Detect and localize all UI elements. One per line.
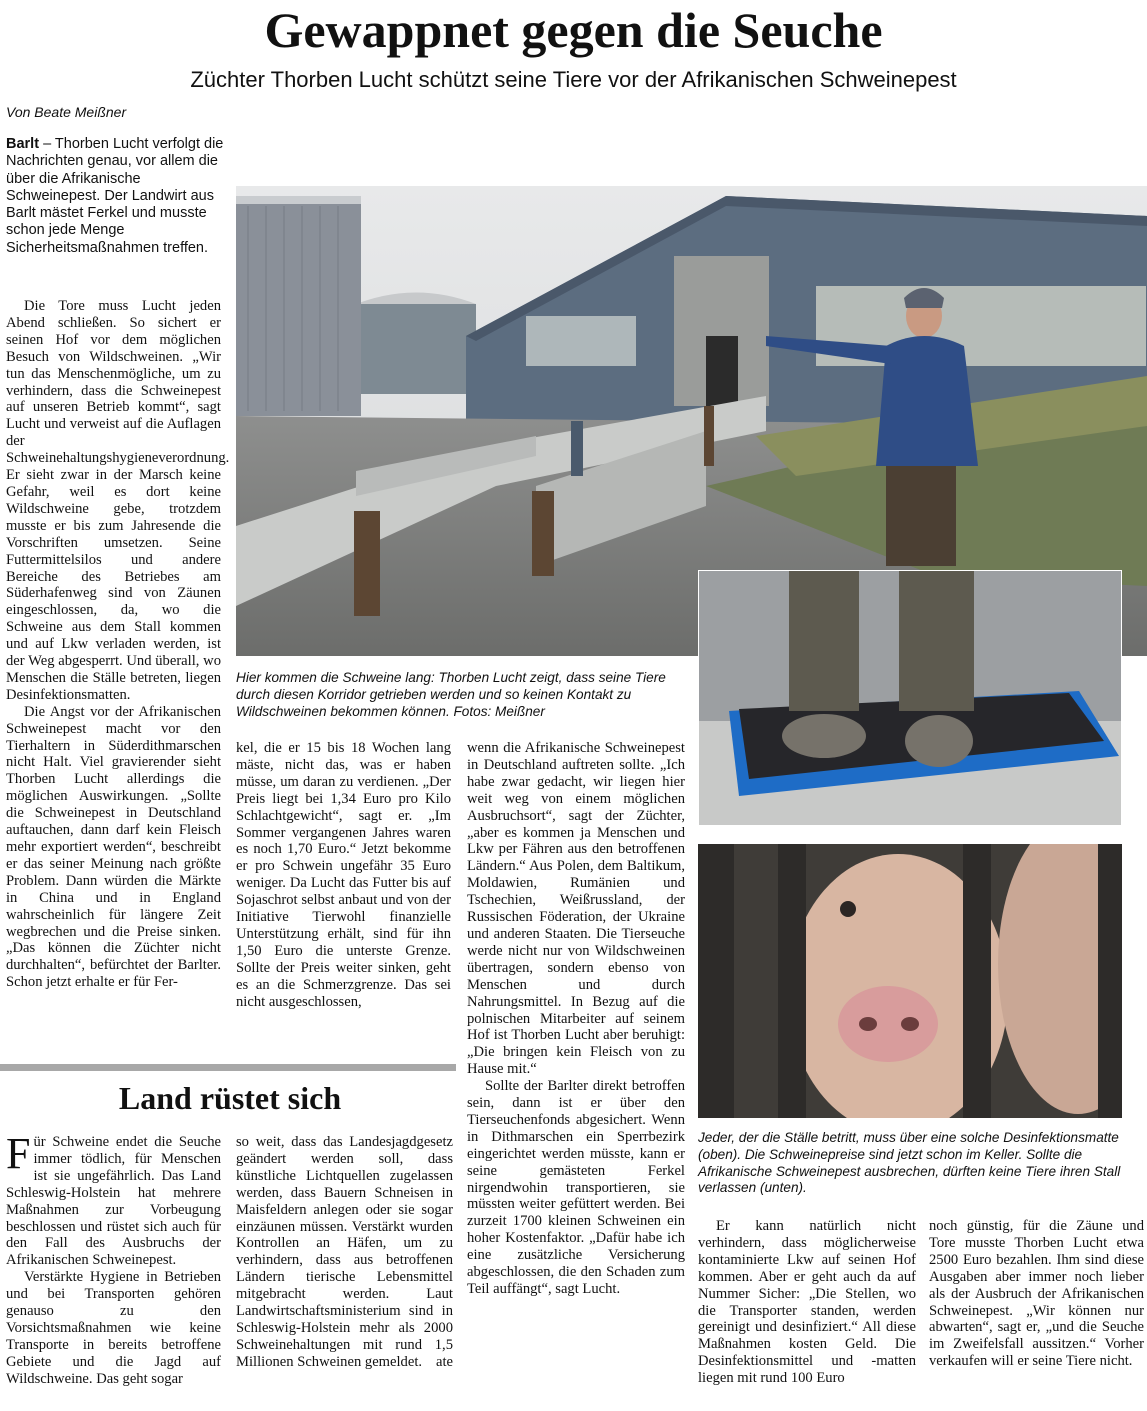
lead-text: – Thorben Lucht verfolgt die Nachrichten genau, vor allem die über die Afrikanische Schweinepest. Der Landwirt aus Barlt mästet Ferkel und musste schon jede Menge Sicherheitsmaßnahmen treffen. (6, 136, 224, 256)
col2-paragraph-1: kel, die er 15 bis 18 Wochen lang mäste, nicht das, was er haben müsse, um daran zu verdienen. „Der Preis liegt bei 1,34 Euro pro Kilo Schlachtgewicht“, sagt er. „Im Sommer vergangenen Jahres waren es noch 1,70 Euro.“ Jetzt bekomme er pro Schwein ungefähr 35 Euro weniger. Da Lucht das Futter bis auf Sojaschrot selbst anbaut und von der Initiative Tierwohl finanzielle Unterstützung erhält, sind für ihn 1,50 Euro die unterste Grenze. Sollte der Preis weiter sinken, geht es an die Schmerzgrenze. Das sei nicht ausgeschlossen, (236, 740, 451, 1010)
box-col2-paragraph-1: so weit, dass das Landesjagdgesetz geändert werden soll, dass künstliche Lichtquellen zugelassen werden, dass Bauern Schneisen in Maisfeldern anlegen oder sie sogar einzäunen müssen. Verstärkt wurden Kontrollen an Häfen, um zu verhindern, dass aus betroffenen Ländern tierische Lebensmittel mitgebracht werden. Laut Landwirtschaftsministerium sind in Schleswig-Holstein mehr als 2000 Schweinehaltungen mit rund 1,5 Millionen Schweinen gemeldet. ate (236, 1134, 453, 1370)
article-column-4 (698, 1218, 916, 1387)
box-title: Land rüstet sich (118, 1080, 342, 1116)
col5-paragraph-1: noch günstig, für die Zäune und Tore musste Thorben Lucht etwa 2500 Euro bezahlen. Ihm sind diese Ausgaben aber immer noch lieber als der Ausbruch der Afrikanischen Schweinepest. „Wir können nur abwarten“, sagt er, „und die Seuche im Zweifelsfall aussitzen.“ Vorher verkaufen will er seine Tiere nicht. (929, 1218, 1144, 1370)
caption-main: Hier kommen die Schweine lang: Thorben Lucht zeigt, dass seine Tiere durch diesen Korridor getrieben werden und so keinen Kontakt zu Wildschweinen bekommen können. Fotos: Meißner (236, 670, 666, 719)
box-col1-paragraph-2: Verstärkte Hygiene in Betrieben und bei Transporten gehören genauso zu den Vorsichtsmaßnahmen wie keine Transporte in bereits betroffene Gebiete und die Jagd auf Wildschweine. Das geht sogar (6, 1269, 221, 1387)
col4-paragraph-1: Er kann natürlich nicht verhindern, dass möglicherweise kontaminierte Lkw auf seinen Hof kommen. Aber er geht auch da auf Nummer Sicher: „Die Stellen, wo die Transporter standen, werden gereinigt und desinfiziert.“ All diese Maßnahmen kosten Geld. Die Desinfektionsmittel und -matten liegen mit rund 100 Euro (698, 1218, 916, 1387)
subheadline: Züchter Thorben Lucht schützt seine Tiere vor der Afrikanischen Schweinepest (190, 67, 957, 92)
lead-place: Barlt (6, 136, 40, 152)
col3-paragraph-2: Sollte der Barlter direkt betroffen sein, dann ist er über den Tierseuchenfonds abgesichert. Wenn in Dithmarschen ein Sperrbezirk eingerichtet werden müsste, kann er seine gemästeten Ferkel nirgendwohin transportieren, sie müssten weiter gefüttert werden. Bei zurzeit 1700 kleinen Schweinen ein hoher Kostenfaktor. „Dafür habe ich eine zusätzliche Versicherung abgeschlossen, die den Schaden zum Teil auffängt“, sagt Lucht. (467, 1078, 685, 1297)
headline: Gewappnet gegen die Seuche (264, 2, 883, 58)
box-author-initials: ate (435, 1353, 453, 1370)
col1-paragraph-1: Die Tore muss Lucht jeden Abend schließen. So sichert er seinen Hof vor dem möglichen Besuch von Wildschweinen. „Wir tun das Menschenmögliche, um zu verhindern, dass die Schweinepest auf unseren Betrieb kommt“, sagt Lucht und verweist auf die Auflagen der Schweinehaltungshygieneverordnung. Er sieht zwar in der Marsch keine Gefahr, weil es dort keine Wildschweine gebe, trotzdem musste er bis zum Jahresende die Vorschriften umsetzen. Seine Futtermittelsilos und andere Bereiche des Betriebes am Süderhafenweg sind von Zäunen eingeschlossen, da, wo die Schweine aus dem Stall kommen und auf Lkw verladen werden, ist der Weg abgesperrt. Und überall, wo Menschen die Ställe betreten, liegen Desinfektionsmatten. (6, 298, 230, 703)
box-col1-paragraph-1: Für Schweine endet die Seuche immer tödlich, für Menschen ist sie ungefährlich. Das Land Schleswig-Holstein hat mehrere Maßnahmen zur Vorbeugung beschlossen und rüstet sich auch für den Fall des Ausbruchs der Afrikanischen Schweinepest. (6, 1129, 221, 1269)
article-column-1 (6, 298, 230, 991)
article-column-3 (467, 740, 685, 1298)
lead-paragraph (6, 136, 228, 257)
article-column-2 (236, 740, 451, 1011)
caption-side: Jeder, der die Ställe betritt, muss über eine solche Desinfektionsmatte (oben). Die Schweinepreise sind jetzt schon im Keller. Sollte die Afrikanische Schweinepest ausbrechen, dürften keine Tiere ihren Stall verlassen (unten). (698, 1130, 1121, 1196)
photo-disinfection-mat (698, 570, 1122, 826)
article-column-5 (929, 1218, 1144, 1370)
photo-pig (698, 844, 1122, 1118)
box-dropcap: F (6, 1129, 31, 1178)
col3-paragraph-1: wenn die Afrikanische Schweinepest in Deutschland auftreten sollte. „Ich habe zwar gedacht, wir liegen hier weit weg von einem möglichen Ausbruchsort“, sagt der Züchter, „aber es kommen ja Menschen und Lkw per Fähren aus den betroffenen Ländern.“ Aus Polen, dem Baltikum, Moldawien, Rumänien und Tschechien, Weißrussland, der Russischen Föderation, der Ukraine und anderen Staaten. Die Tierseuche werde nicht nur von Wildschweinen übertragen, sondern ebenso von Menschen und durch Nahrungsmittel. In Bezug auf die polnischen Mitarbeiter auf seinem Hof ist Thorben Lucht aber beruhigt: „Die bringen kein Fleisch von zu Hause mit.“ (467, 740, 685, 1078)
box-column-1 (6, 1129, 221, 1388)
box-divider (0, 1064, 456, 1071)
box-column-2 (236, 1134, 453, 1371)
byline: Von Beate Meißner (6, 104, 127, 120)
col1-paragraph-2: Die Angst vor der Afrikanischen Schweinepest macht vor den Tierhaltern in Süderdithmarschen nicht Halt. Viel gravierender sieht Thorben Lucht allerdings die möglichen Auswirkungen. „Sollte die Schweinepest in Deutschland auftauchen, dann darf kein Fleisch mehr exportiert werden“, beschreibt er das seiner Meinung nach größte Problem. Dann würden die Märkte in China und in England wahrscheinlich für längere Zeit wegbrechen und die Preise sinken. „Das können die Züchter nicht durchhalten“, befürchtet der Barlter. Schon jetzt erhalte er für Fer- (6, 703, 221, 991)
